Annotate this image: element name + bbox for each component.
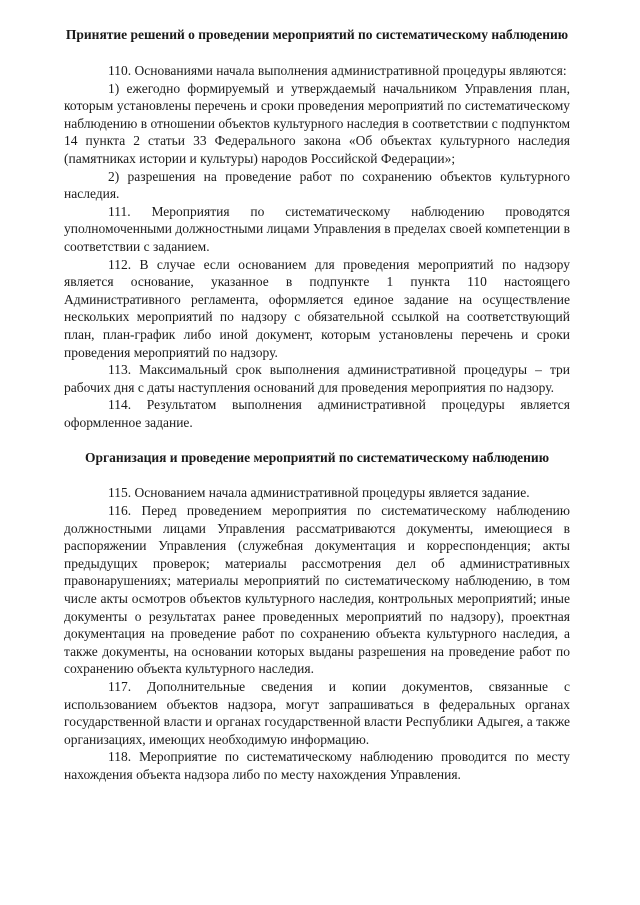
paragraph-110: 110. Основаниями начала выполнения административной процедуры являются: [108, 63, 567, 78]
paragraph-110-item-1: 1) ежегодно формируемый и утверждаемый начальником Управления план, которым установлены перечень и сроки проведения мероприятий по систематическому наблюдению в отношении объектов культурного наследия в соответствии с подпунктом 14 пункта 2 статьи 33 Федерального закона «Об объектах культурного наследия (памятниках истории и культуры) народов Российской Федерации»; [64, 80, 570, 166]
document-page [64, 26, 570, 784]
paragraph-112: 112. В случае если основанием для проведения мероприятий по надзору является основание, указанное в подпункте 1 пункта 110 настоящего Административного регламента, оформляется единое задание на осуществление нескольких мероприятий по надзору с обязательной ссылкой на соответствующий план, план-график либо иной документ, которым установлены перечень и сроки проведения мероприятий по надзору. [64, 256, 570, 360]
paragraph-111: 111. Мероприятия по систематическому наблюдению проводятся уполномоченными должностными лицами Управления в пределах своей компетенции в соответствии с заданием. [64, 203, 570, 254]
section-heading-organization: Организация и проведение мероприятий по систематическому наблюдению [84, 450, 550, 466]
paragraph-117: 117. Дополнительные сведения и копии документов, связанные с использованием объектов надзора, могут запрашиваться в федеральных органах государственной власти и органах государственной власти Республики Адыгея, а также организациях, имеющих необходимую информацию. [64, 679, 570, 747]
paragraph-113: 113. Максимальный срок выполнения административной процедуры – три рабочих дня с даты наступления оснований для проведения мероприятия по надзору. [64, 362, 570, 395]
paragraph-110-item-2: 2) разрешения на проведение работ по сохранению объектов культурного наследия. [64, 168, 570, 202]
section-heading-decision-making: Принятие решений о проведении мероприятий по систематическому наблюдению [65, 27, 569, 42]
paragraph-114: 114. Результатом выполнения административной процедуры является оформленное задание. [64, 397, 570, 430]
paragraph-116: 116. Перед проведением мероприятия по систематическому наблюдению должностными лицами Управления рассматриваются документы, имеющиеся в распоряжении Управления (служебная документация и корреспонденция; акты предыдущих проверок; материалы рассмотрения дел об административных правонарушениях; материалы мероприятий по систематическому наблюдению, в том числе акты осмотров объектов культурного наследия, контрольных мероприятий; иные документы о результатах ранее проведенных мероприятий по надзору), проектная документация на проведение работ по сохранению объекта культурного наследия, а также документы, на основании которых выданы разрешения на проведение работ по сохранению объекта культурного наследия. [64, 503, 570, 677]
paragraph-115: 115. Основанием начала административной процедуры является задание. [108, 485, 530, 501]
paragraph-118: 118. Мероприятие по систематическому наблюдению проводится по месту нахождения объекта надзора либо по месту нахождения Управления. [64, 749, 570, 782]
